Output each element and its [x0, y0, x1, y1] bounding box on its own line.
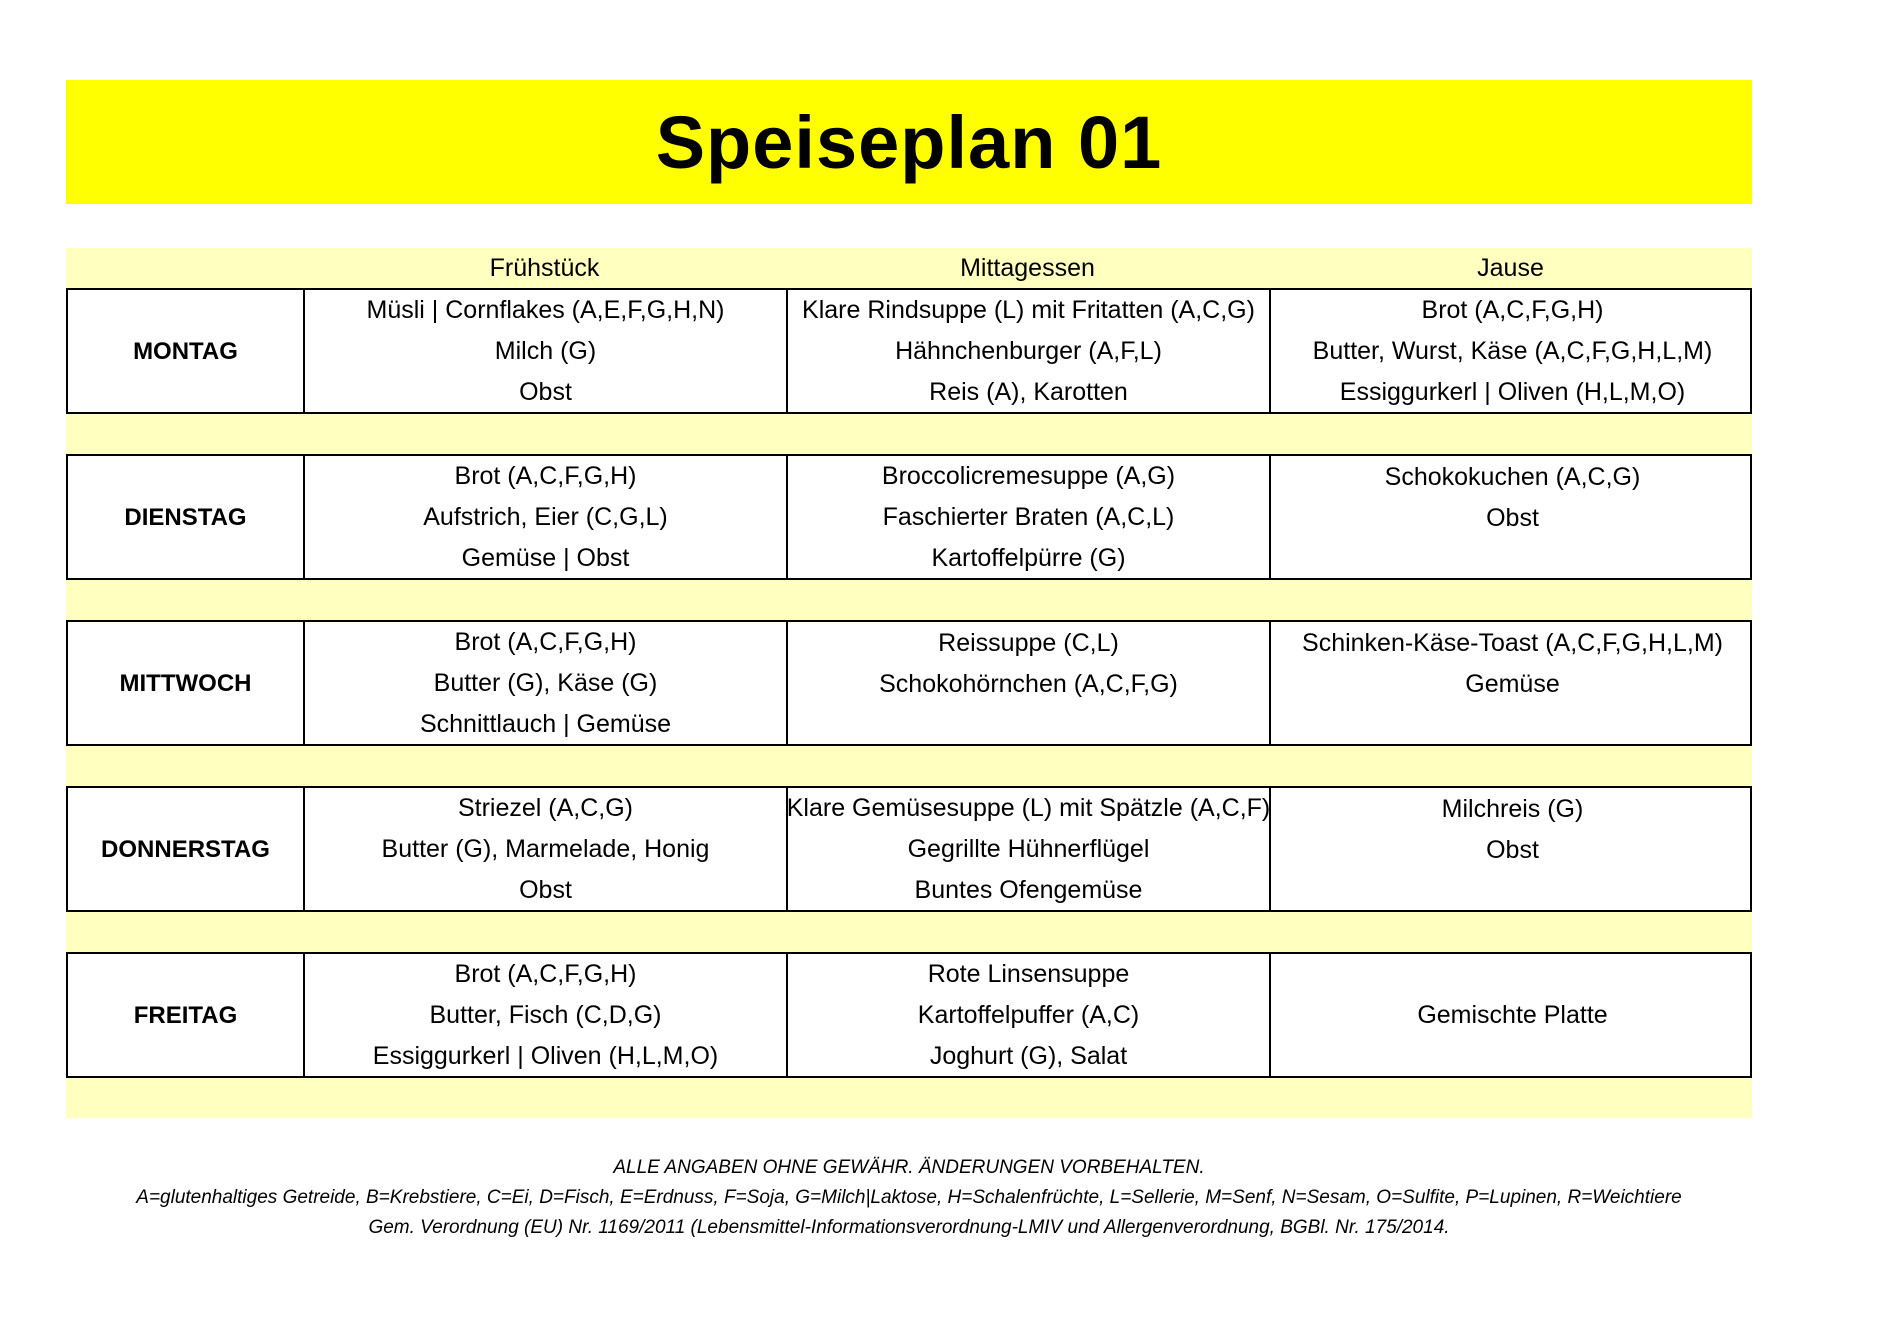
mittagessen-cell: [788, 622, 1271, 745]
menu-item: Reis (A), Karotten: [929, 378, 1128, 406]
disclaimer-text: ALLE ANGABEN OHNE GEWÄHR. ÄNDERUNGEN VORBEHALTEN.: [613, 1157, 1205, 1178]
menu-page: [66, 80, 1752, 1118]
allergen-legend: A=glutenhaltiges Getreide, B=Krebstiere, C=Ei, D=Fisch, E=Erdnuss, F=Soja, G=Milch|Laktose, H=Schalenfrüchte, L=Sellerie, M=Senf, N=Sesam, O=Sulfite, P=Lupinen, R=Weichtiere: [136, 1187, 1682, 1208]
day-name: DONNERSTAG: [68, 788, 305, 911]
menu-item: Milchreis (G): [1441, 795, 1584, 823]
day-name: MITTWOCH: [68, 622, 305, 745]
day-name: FREITAG: [68, 954, 305, 1077]
day-block-dienstag: [66, 454, 1752, 620]
menu-item: Hähnchenburger (A,F,L): [895, 337, 1162, 365]
menu-item: Brot (A,C,F,G,H): [454, 628, 637, 656]
menu-item: Obst: [519, 378, 572, 406]
menu-item: Gemüse | Obst: [461, 544, 630, 572]
day-block-freitag: [66, 952, 1752, 1118]
day-block-donnerstag: [66, 786, 1752, 952]
menu-item: Faschierter Braten (A,C,L): [882, 503, 1175, 531]
menu-item: Milch (G): [494, 337, 597, 365]
fruehstueck-cell: [305, 788, 788, 911]
jause-cell: [1271, 456, 1754, 579]
jause-cell: [1271, 788, 1754, 911]
menu-item: Butter, Wurst, Käse (A,C,F,G,H,L,M): [1312, 337, 1713, 365]
menu-item: Joghurt (G), Salat: [929, 1042, 1128, 1070]
fruehstueck-cell: [305, 456, 788, 579]
spacer-band: [66, 746, 1752, 786]
header-empty: [66, 248, 303, 288]
mittagessen-cell: [788, 954, 1271, 1077]
menu-item: Klare Gemüsesuppe (L) mit Spätzle (A,C,F): [786, 794, 1271, 822]
menu-item: Essiggurkerl | Oliven (H,L,M,O): [1339, 378, 1686, 406]
menu-item: Gemüse: [1465, 670, 1560, 698]
spacer-band: [66, 912, 1752, 952]
menu-item: Reissuppe (C,L): [938, 629, 1119, 657]
jause-cell: [1271, 290, 1754, 413]
title-banner: [66, 80, 1752, 204]
fruehstueck-cell: [305, 290, 788, 413]
spacer-band: [66, 414, 1752, 454]
spacer-band: [66, 1078, 1752, 1118]
day-block-mittwoch: [66, 620, 1752, 786]
day-row: [66, 952, 1752, 1078]
menu-item: Obst: [1486, 504, 1539, 532]
menu-item: Butter, Fisch (C,D,G): [429, 1001, 662, 1029]
menu-item: Brot (A,C,F,G,H): [1421, 296, 1604, 324]
menu-item: Schokohörnchen (A,C,F,G): [879, 670, 1178, 698]
day-row: [66, 786, 1752, 912]
menu-item: Kartoffelpürre (G): [931, 544, 1126, 572]
day-row: [66, 620, 1752, 746]
column-header-fruehstueck: Frühstück: [489, 253, 600, 282]
menu-item: Buntes Ofengemüse: [914, 876, 1143, 904]
fruehstueck-cell: [305, 622, 788, 745]
footer-notes: [66, 1153, 1752, 1243]
spacer-band: [66, 580, 1752, 620]
column-header-jause: Jause: [1477, 253, 1544, 282]
fruehstueck-cell: [305, 954, 788, 1077]
day-row: [66, 454, 1752, 580]
menu-item: Gegrillte Hühnerflügel: [907, 835, 1150, 863]
menu-item: Klare Rindsuppe (L) mit Fritatten (A,C,G): [802, 296, 1255, 324]
menu-item: Schokokuchen (A,C,G): [1384, 463, 1641, 491]
day-block-montag: [66, 288, 1752, 454]
day-row: [66, 288, 1752, 414]
menu-item: Brot (A,C,F,G,H): [454, 462, 637, 490]
menu-item: Essiggurkerl | Oliven (H,L,M,O): [372, 1042, 719, 1070]
menu-item: Aufstrich, Eier (C,G,L): [423, 503, 668, 531]
menu-item: Obst: [519, 876, 572, 904]
menu-item: Kartoffelpuffer (A,C): [917, 1001, 1140, 1029]
menu-item: Obst: [1486, 836, 1539, 864]
regulation-text: Gem. Verordnung (EU) Nr. 1169/2011 (Lebensmittel-Informationsverordnung-LMIV und Allergenverordnung, BGBl. Nr. 175/2014.: [368, 1217, 1450, 1238]
menu-item: Müsli | Cornflakes (A,E,F,G,H,N): [366, 296, 725, 324]
menu-item: Schnittlauch | Gemüse: [419, 710, 672, 738]
menu-item: Striezel (A,C,G): [457, 794, 634, 822]
jause-cell: [1271, 622, 1754, 745]
menu-item: Gemischte Platte: [1417, 1001, 1608, 1029]
menu-item: Broccolicremesuppe (A,G): [881, 462, 1176, 490]
jause-cell: [1271, 954, 1754, 1077]
day-name: MONTAG: [68, 290, 305, 413]
menu-item: Butter (G), Käse (G): [433, 669, 658, 697]
day-name: DIENSTAG: [68, 456, 305, 579]
column-header-mittagessen: Mittagessen: [960, 253, 1095, 282]
mittagessen-cell: [788, 788, 1271, 911]
menu-item: Schinken-Käse-Toast (A,C,F,G,H,L,M): [1302, 629, 1723, 657]
mittagessen-cell: [788, 290, 1271, 413]
menu-item: Rote Linsensuppe: [927, 960, 1130, 988]
menu-item: Butter (G), Marmelade, Honig: [381, 835, 710, 863]
column-header-row: [66, 248, 1752, 288]
menu-item: Brot (A,C,F,G,H): [454, 960, 637, 988]
mittagessen-cell: [788, 456, 1271, 579]
page-title: Speiseplan 01: [655, 100, 1163, 184]
